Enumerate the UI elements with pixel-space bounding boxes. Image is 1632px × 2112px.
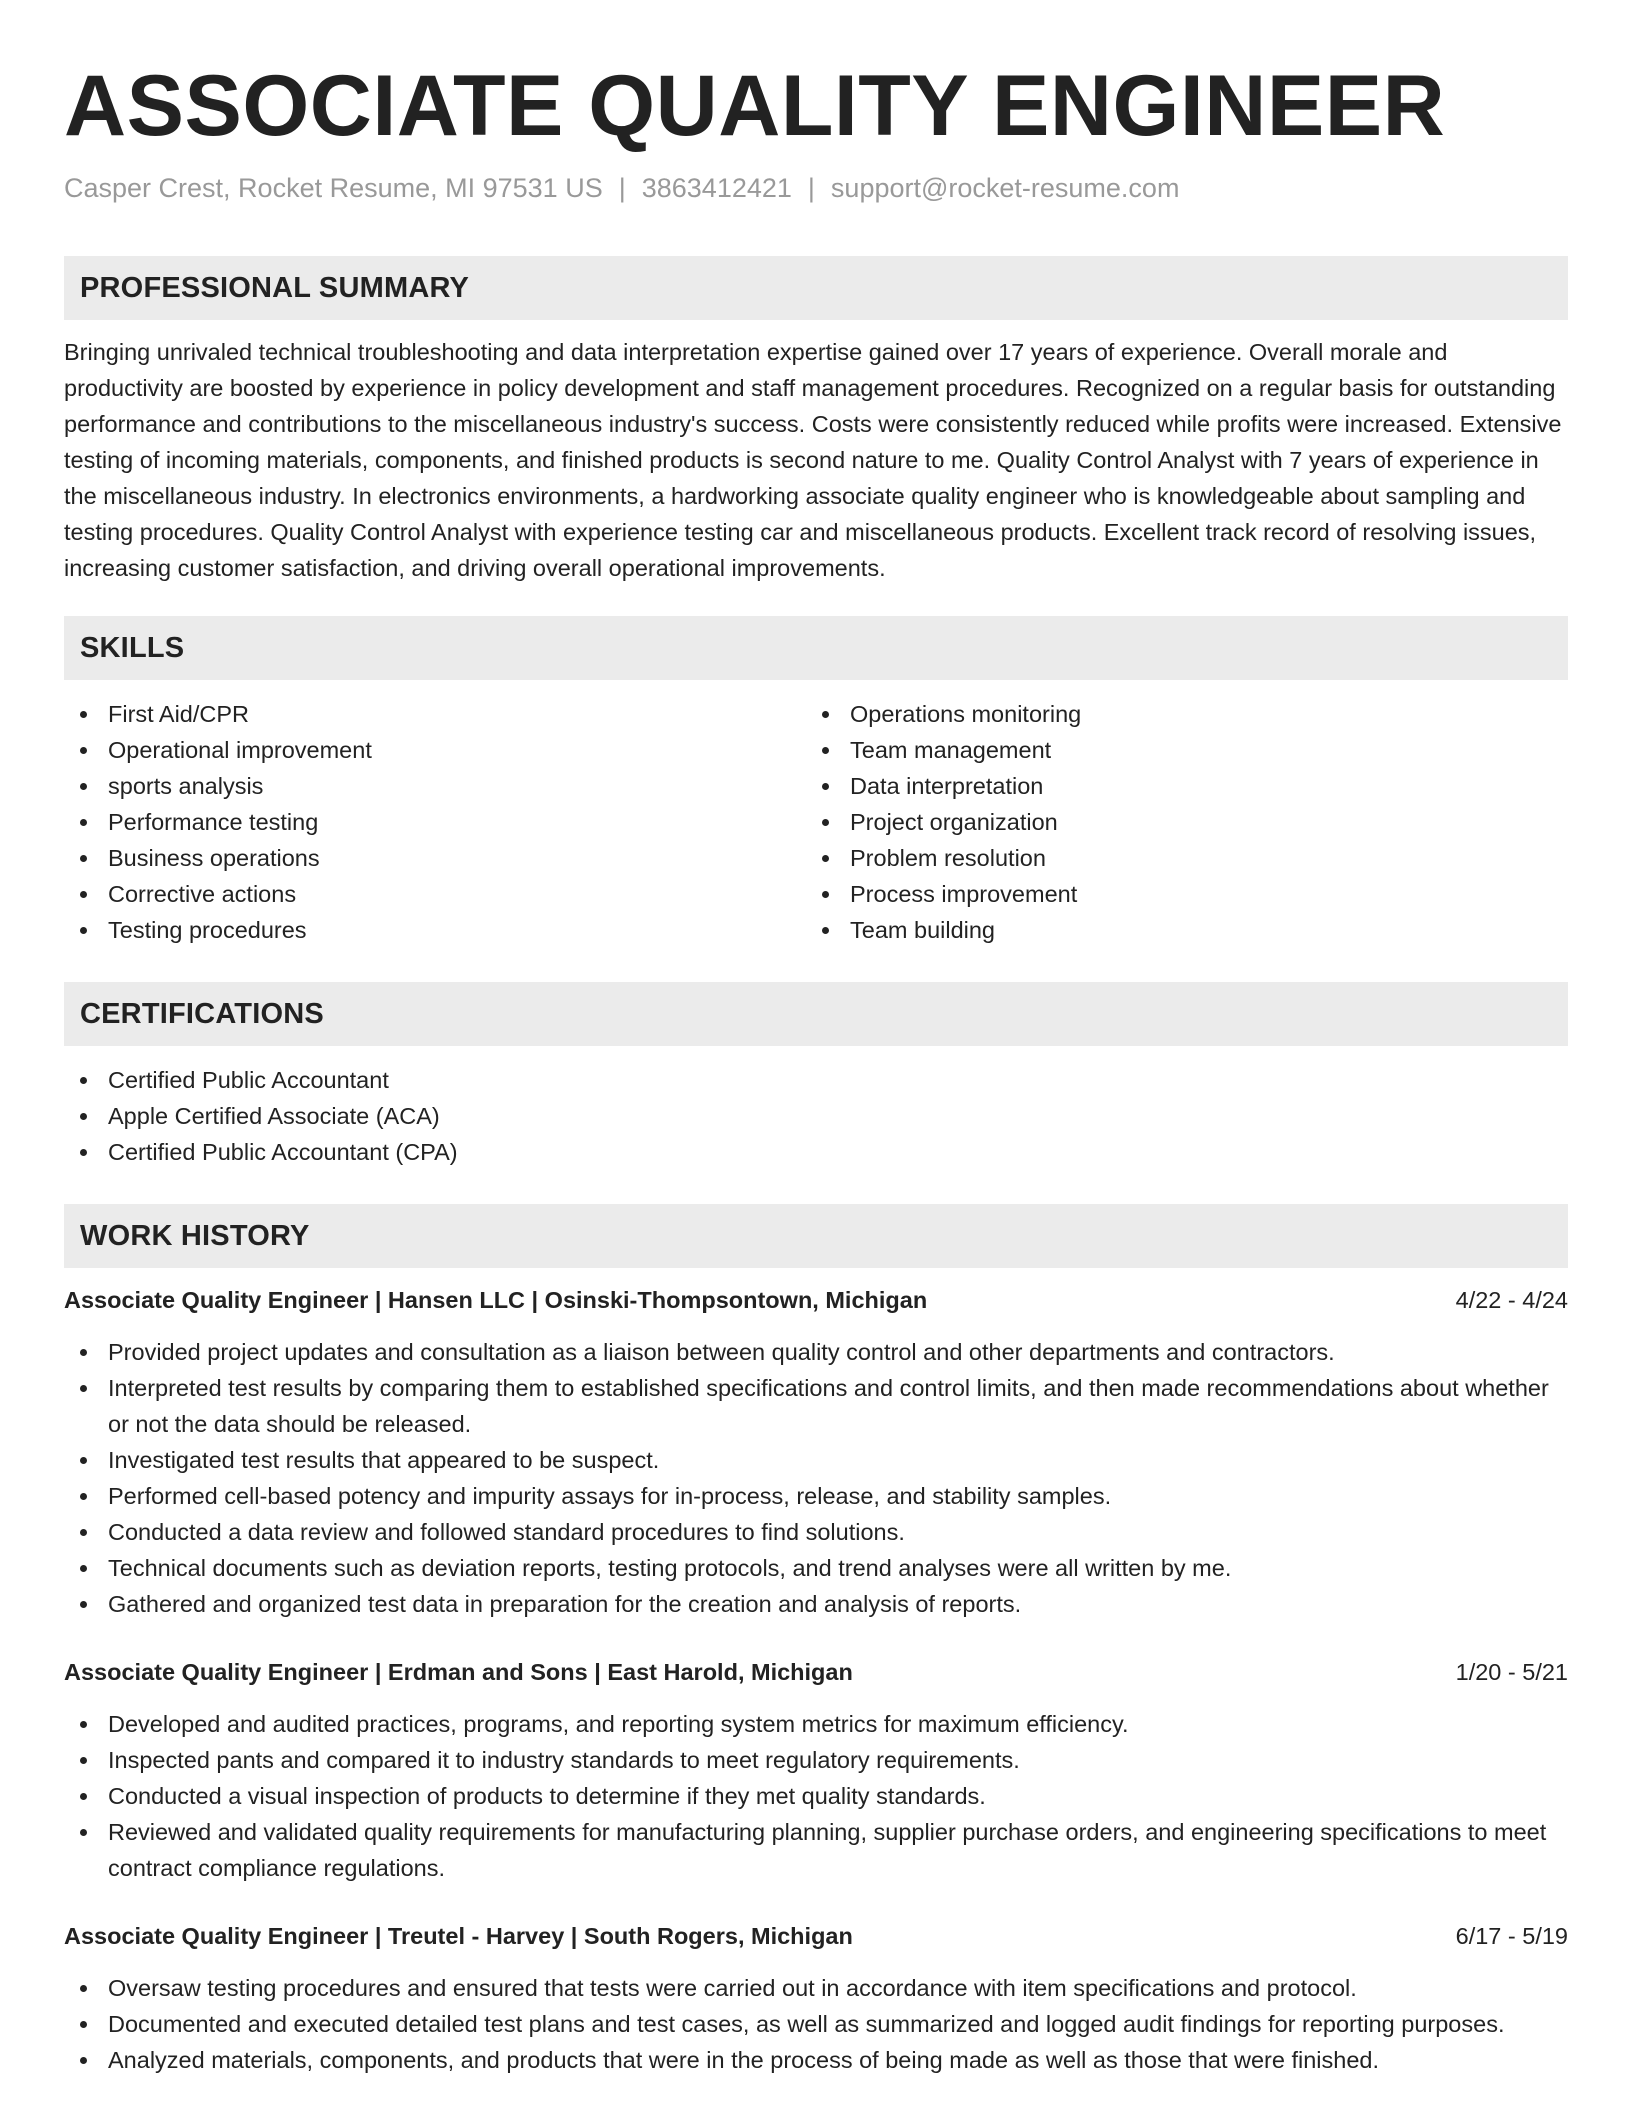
skill-item: Team management [806, 732, 1548, 768]
job-bullet: Technical documents such as deviation reports, testing protocols, and trend analyses were all written by me. [64, 1550, 1568, 1586]
job-dates: 4/22 - 4/24 [1455, 1287, 1568, 1313]
summary-text: Bringing unrivaled technical troubleshooting and data interpretation expertise gained over 17 years of experience. Overall morale and productivity are boosted by experience in policy development and staff management procedures. Recognized on a regular basis for outstanding performance and contributions to the miscellaneous industry's success. Costs were consistently reduced while profits were increased. Extensive testing of incoming materials, components, and finished products is second nature to me. Quality Control Analyst with 7 years of experience in the miscellaneous industry. In electronics environments, a hardworking associate quality engineer who is knowledgeable about sampling and testing procedures. Quality Control Analyst with experience testing car and miscellaneous products. Excellent track record of resolving issues, increasing customer satisfaction, and driving overall operational improvements. [64, 339, 1562, 581]
skill-item: Performance testing [64, 804, 806, 840]
job-bullet: Conducted a visual inspection of products to determine if they met quality standards. [64, 1778, 1568, 1814]
skill-item: Process improvement [806, 876, 1548, 912]
job-entry [64, 1282, 1568, 1622]
skill-item: Operations monitoring [806, 696, 1548, 732]
skill-item: Operational improvement [64, 732, 806, 768]
job-bullet: Gathered and organized test data in preparation for the creation and analysis of reports. [64, 1586, 1568, 1622]
skill-item: Problem resolution [806, 840, 1548, 876]
contact-separator: | [807, 173, 815, 203]
job-bullet: Reviewed and validated quality requirements for manufacturing planning, supplier purchase orders, and engineering specifications to meet contract compliance regulations. [64, 1814, 1568, 1886]
job-dates: 1/20 - 5/21 [1455, 1659, 1568, 1685]
contact-separator: | [618, 173, 626, 203]
certification-item: Certified Public Accountant [64, 1062, 1568, 1098]
email: support@rocket-resume.com [830, 173, 1180, 203]
contact-line [64, 170, 1568, 206]
skills-column-left [64, 696, 806, 948]
skill-item: First Aid/CPR [64, 696, 806, 732]
phone: 3863412421 [641, 173, 792, 203]
certifications-heading: CERTIFICATIONS [64, 982, 1568, 1046]
job-header [64, 1918, 1568, 1954]
address: Casper Crest, Rocket Resume, MI 97531 US [64, 173, 603, 203]
skill-item: Team building [806, 912, 1548, 948]
skill-item: sports analysis [64, 768, 806, 804]
skill-item: Business operations [64, 840, 806, 876]
job-bullet: Analyzed materials, components, and products that were in the process of being made as well as those that were finished. [64, 2042, 1568, 2078]
skill-item: Project organization [806, 804, 1548, 840]
job-dates: 6/17 - 5/19 [1455, 1923, 1568, 1949]
job-title: Associate Quality Engineer | Hansen LLC | Osinski-Thompsontown, Michigan [64, 1287, 928, 1313]
skills-column-right [806, 696, 1548, 948]
work-history-heading: WORK HISTORY [64, 1204, 1568, 1268]
job-bullet: Developed and audited practices, programs, and reporting system metrics for maximum efficiency. [64, 1706, 1568, 1742]
candidate-name: ASSOCIATE QUALITY ENGINEER [64, 58, 1446, 154]
job-bullet: Conducted a data review and followed standard procedures to find solutions. [64, 1514, 1568, 1550]
certification-item: Certified Public Accountant (CPA) [64, 1134, 1568, 1170]
job-bullet: Oversaw testing procedures and ensured that tests were carried out in accordance with item specifications and protocol. [64, 1970, 1568, 2006]
job-bullet: Interpreted test results by comparing them to established specifications and control limits, and then made recommendations about whether or not the data should be released. [64, 1370, 1568, 1442]
summary-heading: PROFESSIONAL SUMMARY [64, 256, 1568, 320]
job-bullet: Inspected pants and compared it to industry standards to meet regulatory requirements. [64, 1742, 1568, 1778]
job-bullet: Documented and executed detailed test plans and test cases, as well as summarized and logged audit findings for reporting purposes. [64, 2006, 1568, 2042]
job-title: Associate Quality Engineer | Treutel - Harvey | South Rogers, Michigan [64, 1923, 853, 1949]
job-title: Associate Quality Engineer | Erdman and Sons | East Harold, Michigan [64, 1659, 853, 1685]
certifications-list [64, 1062, 1568, 1170]
job-header [64, 1654, 1568, 1690]
job-bullet: Performed cell-based potency and impurity assays for in-process, release, and stability samples. [64, 1478, 1568, 1514]
job-bullets [64, 1970, 1568, 2078]
resume-page [64, 0, 1568, 2078]
job-bullets [64, 1706, 1568, 1886]
skills-grid [64, 696, 1568, 948]
skills-heading: SKILLS [64, 616, 1568, 680]
job-entry [64, 1918, 1568, 2078]
job-header [64, 1282, 1568, 1318]
skill-item: Testing procedures [64, 912, 806, 948]
job-bullets [64, 1334, 1568, 1622]
certification-item: Apple Certified Associate (ACA) [64, 1098, 1568, 1134]
job-bullet: Investigated test results that appeared to be suspect. [64, 1442, 1568, 1478]
skill-item: Data interpretation [806, 768, 1548, 804]
skill-item: Corrective actions [64, 876, 806, 912]
job-bullet: Provided project updates and consultation as a liaison between quality control and other departments and contractors. [64, 1334, 1568, 1370]
job-entry [64, 1654, 1568, 1886]
